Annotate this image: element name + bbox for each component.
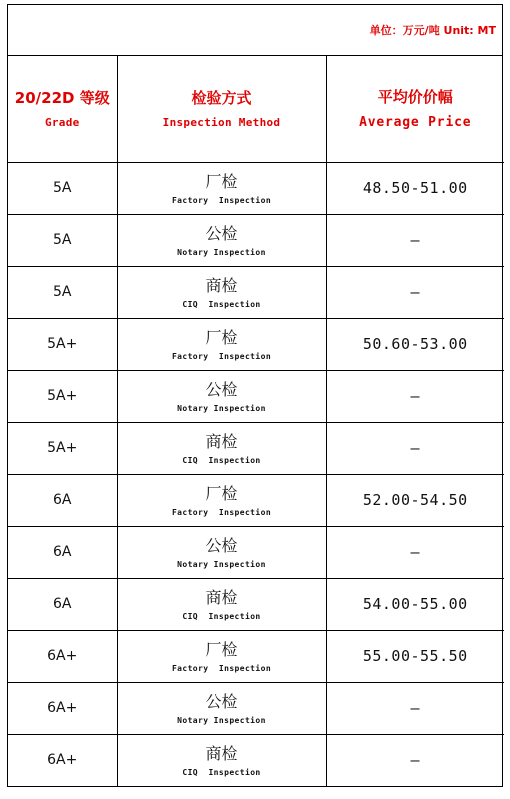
method-en: CIQ Inspection [182,767,261,777]
method-en: Notary Inspection [177,715,266,725]
grade-header-en: Grade [44,116,80,130]
grade-header [8,56,117,162]
method-header [117,56,326,162]
grade-cell: 5A [8,214,117,266]
price-header [326,56,504,162]
grade-cell: 6A+ [8,630,117,682]
method-cn: 公检 [205,535,238,555]
unit-header-row [8,5,502,56]
table-row [8,214,504,266]
price-cell: — [326,370,504,422]
price-header-en: Average Price [359,115,472,131]
table-row [8,266,504,318]
table-row [8,422,504,474]
method-cn: 厂检 [205,639,238,659]
method-cn: 商检 [205,275,238,295]
method-en: Notary Inspection [177,247,266,257]
method-header-en: Inspection Method [162,116,281,130]
price-cell: 54.00-55.00 [326,578,504,630]
grade-header-cn: 20/22D 等级 [14,89,110,108]
table-header-row [8,56,504,162]
method-cell [117,682,326,734]
method-cn: 公检 [205,379,238,399]
grade-cell: 6A+ [8,682,117,734]
price-cell: — [326,214,504,266]
price-header-cn: 平均价价幅 [377,88,453,107]
table-row [8,526,504,578]
table-row [8,318,504,370]
table-row [8,682,504,734]
method-cn: 厂检 [205,327,238,347]
method-cell [117,318,326,370]
method-cn: 商检 [205,587,238,607]
method-en: Notary Inspection [177,403,266,413]
table-row [8,578,504,630]
method-cell [117,578,326,630]
grade-cell: 6A+ [8,734,117,786]
method-cell [117,162,326,214]
grade-cell: 6A [8,474,117,526]
price-table-sheet [7,4,503,787]
price-cell: — [326,526,504,578]
method-cn: 商检 [205,431,238,451]
method-en: CIQ Inspection [182,611,261,621]
grade-cell: 5A+ [8,370,117,422]
table-row [8,734,504,786]
method-en: Factory Inspection [171,351,272,361]
method-cell [117,630,326,682]
grade-cell: 6A [8,578,117,630]
table-row [8,630,504,682]
method-en: CIQ Inspection [182,299,261,309]
method-en: CIQ Inspection [182,455,261,465]
method-cell [117,266,326,318]
price-cell: — [326,422,504,474]
price-cell: — [326,266,504,318]
method-cell [117,422,326,474]
method-cell [117,526,326,578]
method-en: Factory Inspection [171,507,272,517]
price-cell: 55.00-55.50 [326,630,504,682]
table-row [8,162,504,214]
method-cn: 公检 [205,223,238,243]
table-row [8,370,504,422]
table-row [8,474,504,526]
method-en: Factory Inspection [171,663,272,673]
price-table [8,56,504,786]
price-cell: 48.50-51.00 [326,162,504,214]
method-cn: 公检 [205,691,238,711]
price-cell: 52.00-54.50 [326,474,504,526]
method-header-cn: 检验方式 [191,89,252,108]
grade-cell: 5A [8,266,117,318]
method-cell [117,734,326,786]
unit-label: 单位：万元/吨 Unit: MT [369,24,496,37]
price-cell: 50.60-53.00 [326,318,504,370]
method-cn: 厂检 [205,483,238,503]
method-cell [117,214,326,266]
grade-cell: 5A+ [8,318,117,370]
method-en: Factory Inspection [171,195,272,205]
grade-cell: 5A+ [8,422,117,474]
method-cn: 厂检 [205,171,238,191]
method-cell [117,370,326,422]
grade-cell: 6A [8,526,117,578]
grade-cell: 5A [8,162,117,214]
method-cell [117,474,326,526]
price-cell: — [326,682,504,734]
method-cn: 商检 [205,743,238,763]
price-cell: — [326,734,504,786]
method-en: Notary Inspection [177,559,266,569]
